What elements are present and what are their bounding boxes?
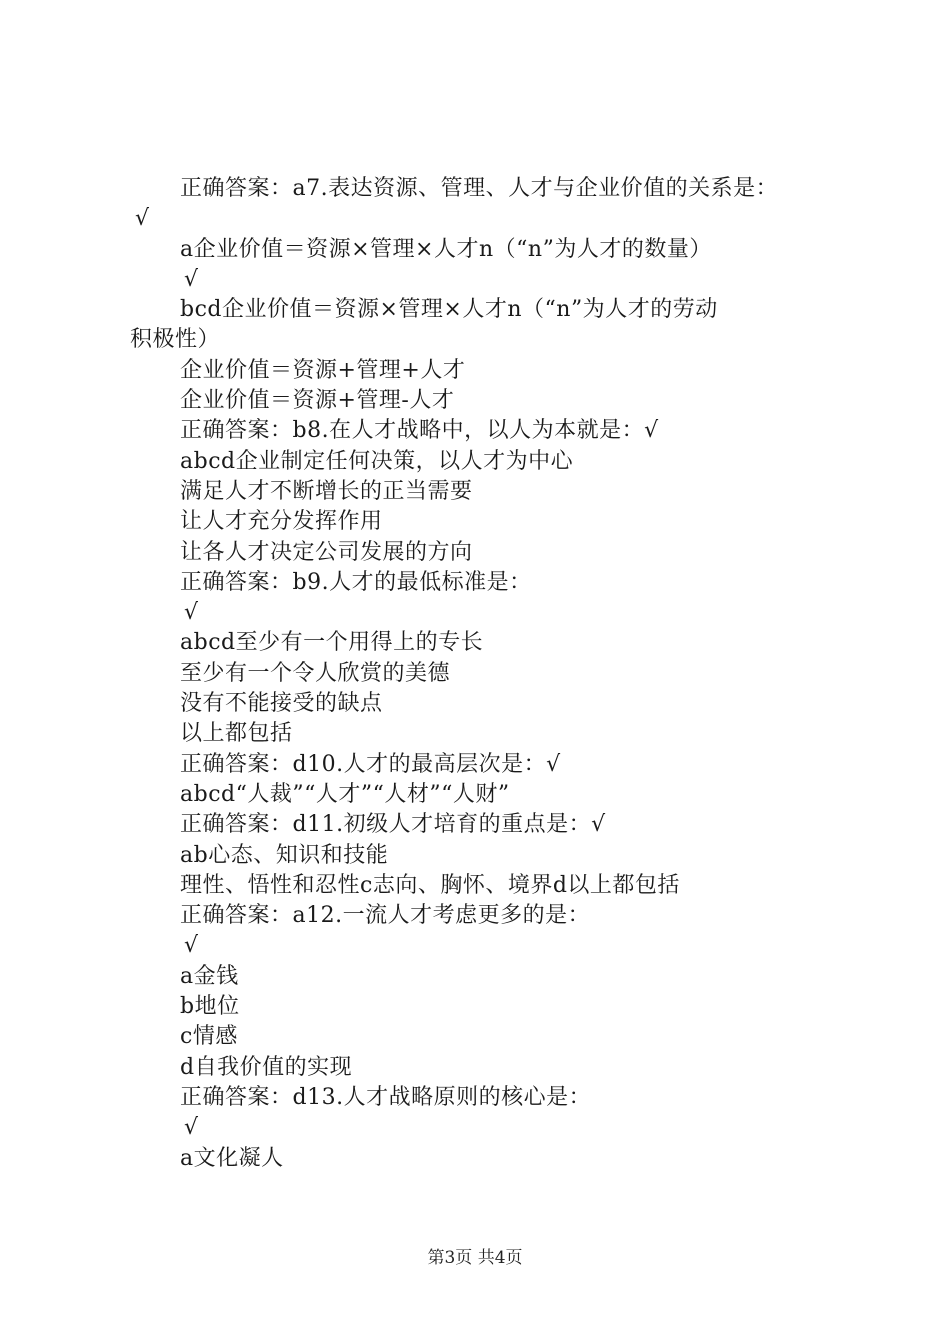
text-line: a文化凝人: [180, 1145, 284, 1171]
text-line: 没有不能接受的缺点: [180, 691, 383, 717]
check-mark-line: √: [184, 1115, 199, 1141]
text-line: 理性、悟性和忍性c志向、胸怀、境界d以上都包括: [180, 872, 680, 898]
text-line: 正确答案：d11.初级人才培育的重点是：√: [180, 812, 606, 838]
text-line: 正确答案：a12.一流人才考虑更多的是：: [180, 903, 591, 929]
text-line: 让各人才决定公司发展的方向: [180, 539, 473, 565]
check-mark-line: √: [184, 266, 199, 292]
text-line: c情感: [180, 1024, 238, 1050]
text-line: 企业价值＝资源+管理+人才: [180, 357, 466, 383]
text-line: 正确答案：d10.人才的最高层次是：√: [180, 751, 561, 777]
text-line: 正确答案：d13.人才战略原则的核心是：: [180, 1084, 592, 1110]
text-line: 企业价值＝资源+管理-人才: [180, 388, 455, 414]
text-line: abcd企业制定任何决策，以人才为中心: [180, 448, 574, 474]
check-mark-line: √: [184, 933, 199, 959]
page-footer: 第3页 共4页: [427, 1248, 523, 1268]
text-line: 正确答案：a7.表达资源、管理、人才与企业价值的关系是：: [180, 176, 779, 201]
text-line: bcd企业价值＝资源×管理×人才n（“n”为人才的劳动: [180, 297, 718, 323]
text-line: d自我价值的实现: [180, 1054, 353, 1080]
text-line: 以上都包括: [180, 721, 293, 747]
text-line: a金钱: [180, 963, 239, 989]
text-line: 至少有一个令人欣赏的美德: [180, 660, 451, 686]
text-line: 满足人才不断增长的正当需要: [180, 478, 473, 504]
text-line: 积极性）: [130, 327, 221, 353]
document-body: [0, 174, 950, 1174]
check-mark-line: √: [135, 206, 150, 232]
text-line: 正确答案：b9.人才的最低标准是：: [180, 569, 532, 595]
text-line: 正确答案：b8.在人才战略中，以人为本就是：√: [180, 418, 659, 444]
check-mark-line: √: [184, 600, 199, 626]
text-line: ab心态、知识和技能: [180, 842, 389, 868]
text-line: b地位: [180, 994, 240, 1020]
text-line: abcd“人裁”“人才”“人材”“人财”: [180, 781, 510, 807]
text-line: 让人才充分发挥作用: [180, 509, 383, 535]
text-line: a企业价值＝资源×管理×人才n（“n”为人才的数量）: [180, 236, 712, 262]
text-line: abcd至少有一个用得上的专长: [180, 630, 484, 656]
